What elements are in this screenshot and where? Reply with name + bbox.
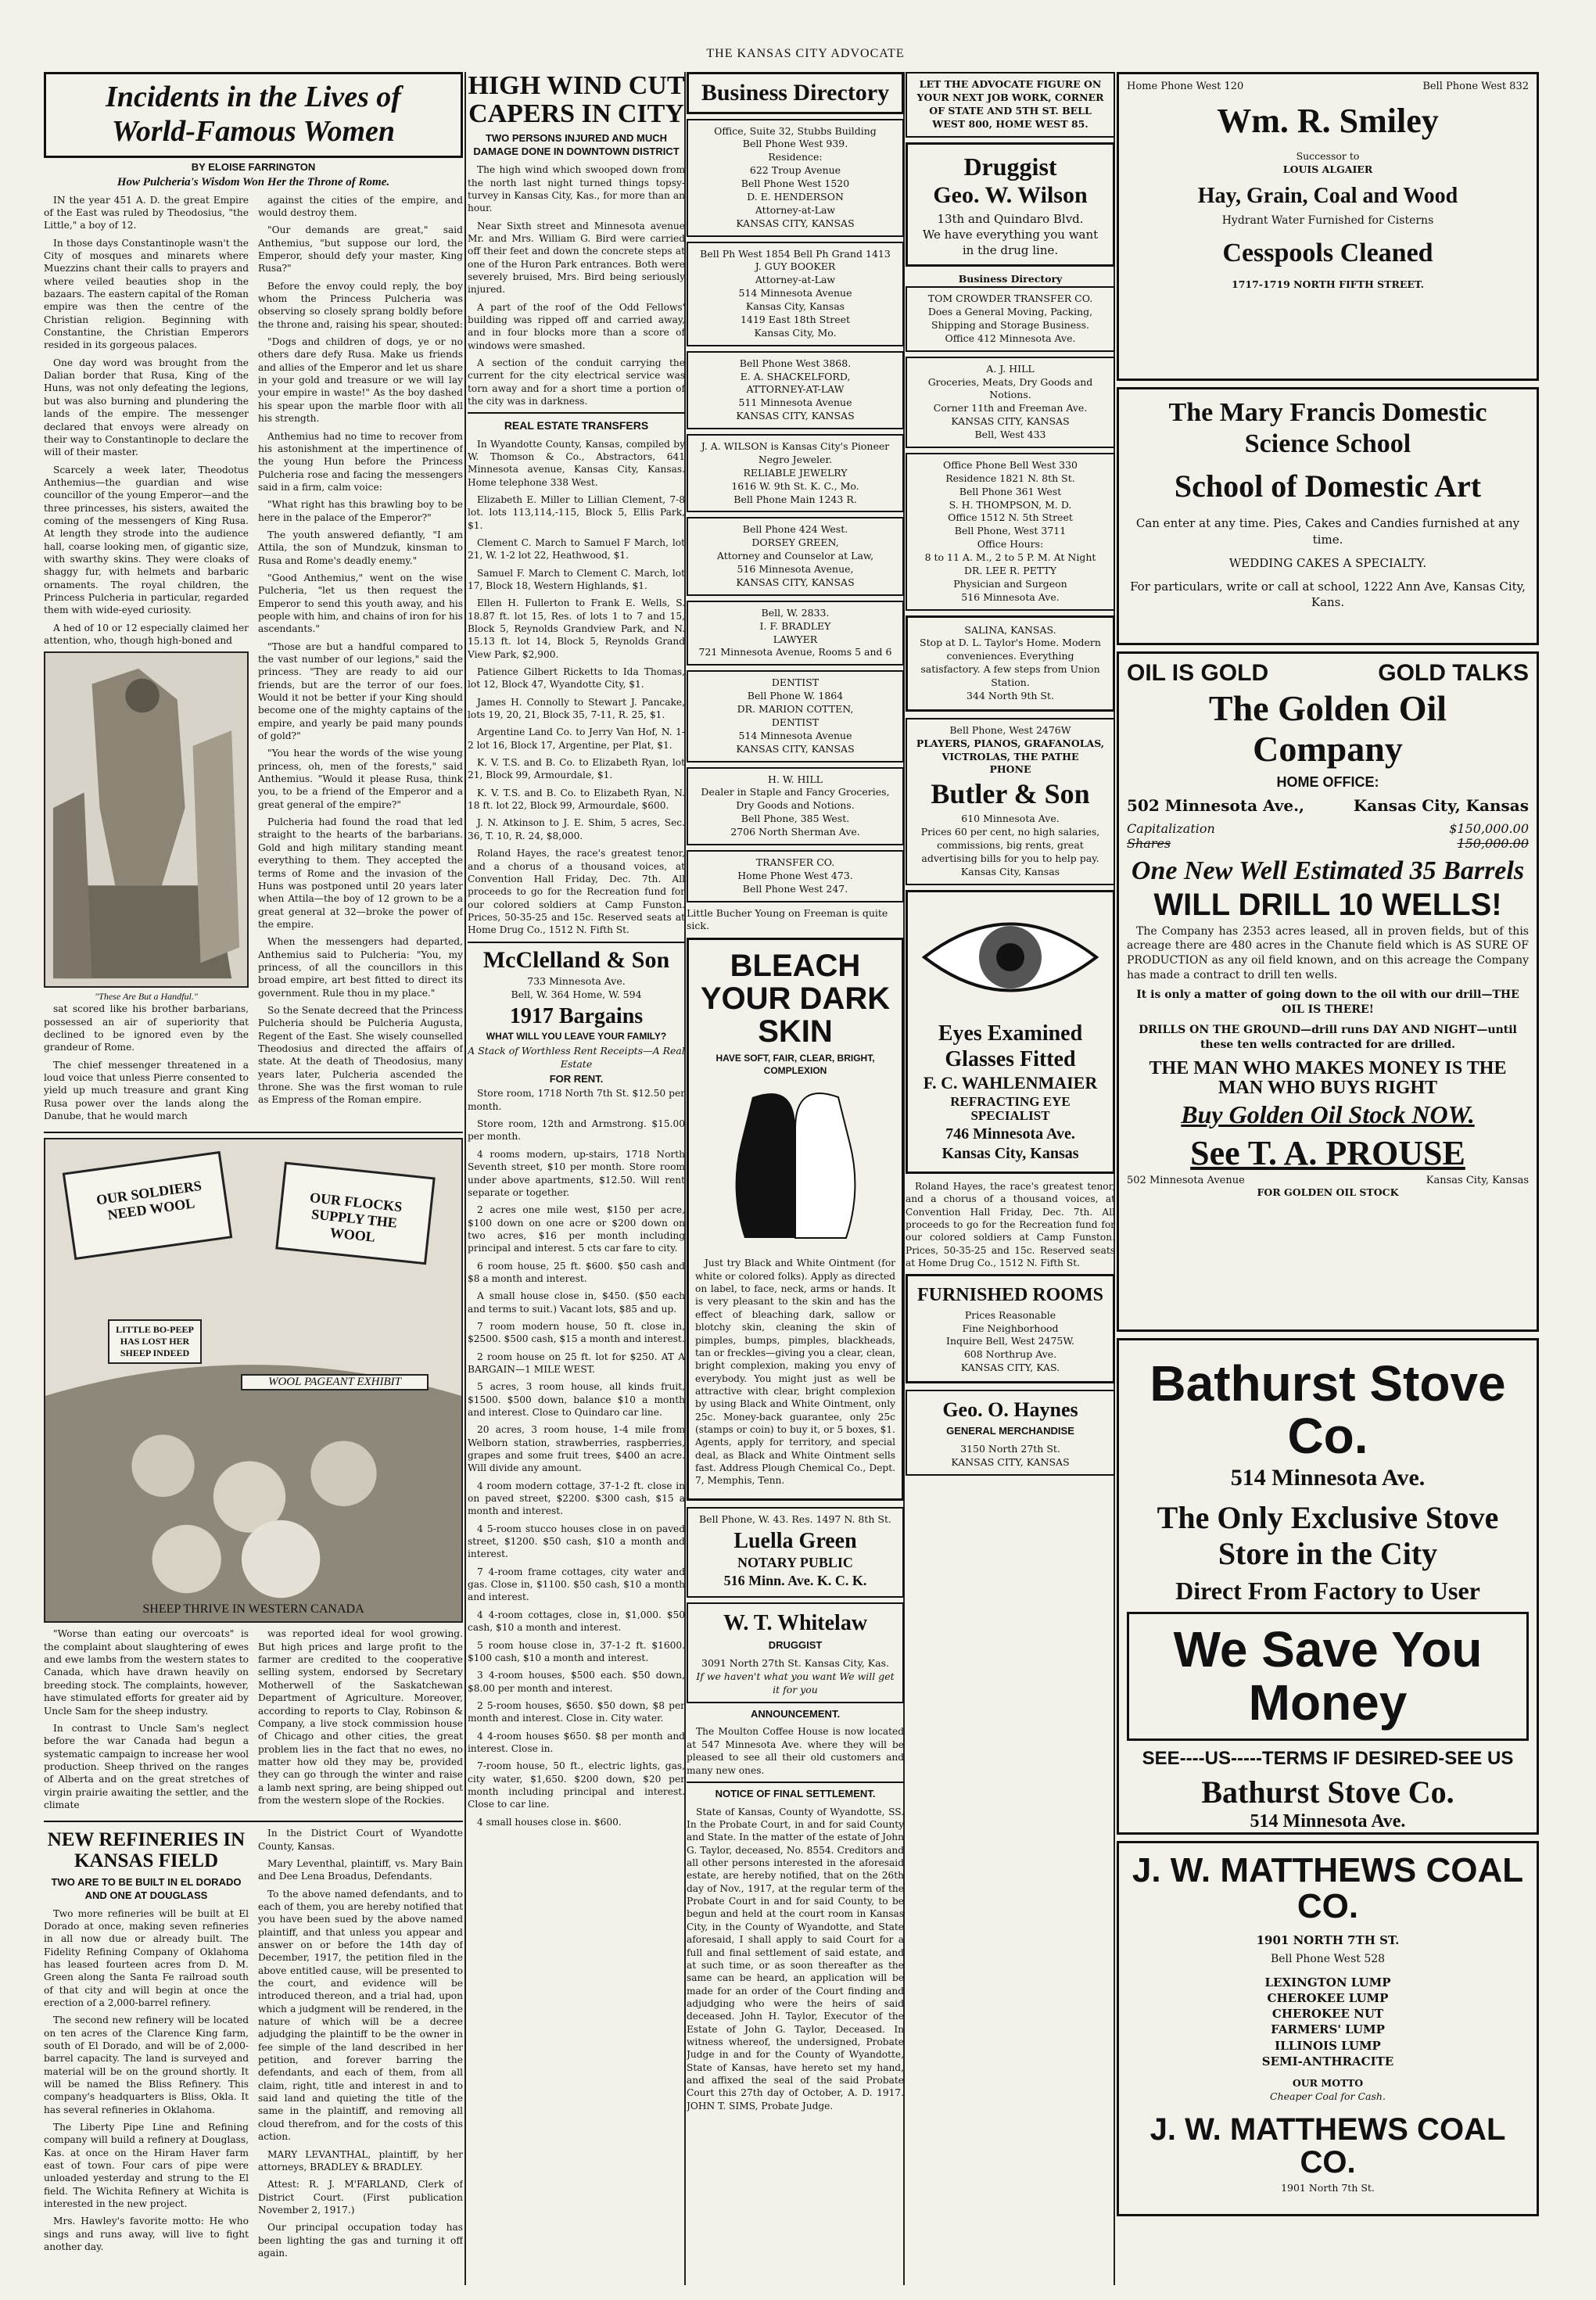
refineries-deck: TWO ARE TO BE BUILT IN EL DORADO AND ONE AT DOUGLASS [51, 1875, 242, 1901]
directory-card: A. J. HILL Groceries, Meats, Dry Goods and Notions. Corner 11th and Freeman Ave. KANSAS CITY, KANSAS Bell, West 433 [906, 357, 1115, 448]
mary-l1: The Mary Francis Domestic [1168, 398, 1487, 427]
directory-card: Bell Ph West 1854 Bell Ph Grand 1413 J. GUY BOOKER Attorney-at-Law 514 Minnesota Avenue Kansas City, Kansas 1419 East 18th Street Kansas City, Mo. [687, 242, 904, 346]
oil-p4: THE MAN WHO MAKES MONEY IS THE MAN WHO BUYS RIGHT [1149, 1058, 1507, 1099]
bleach-body: Just try Black and White Ointment (for white or colored folks). Apply as directed on label, to face, neck, arms or hands. It is very pleasant to the skin and has the effect of bleaching dark, sallow or blotchy skin, cleaning the skin of pimples, bumps, pimples, blackheads, tan or freckles—giving you a clear, clean, bright complexion, making you envy of everybody. You might just as well be attractive with clear, bright complexion by using Black and White Ointment, only 25c. Money-back guarantee, only 25c (stamps or coin) to buy it, or 5 boxes, $1. Agents, apply for territory, and special deal, as Black and White Ointment sells fast. Address Plough Chemical Co., Dept. 7, Memphis, Tenn. [695, 1258, 895, 1487]
listing-item: 7 4-room frame cottages, city water and gas. Close in, $1100. $50 cash, $10 a month and interest. [468, 1566, 685, 1603]
women-p2: In those days Constantinople wasn't the City of mosques and minarets where Muezzins chant their calls to prayers and where veiled beauties shop in the bazaars. The eastern capital of the Roman empire was then the centre of the Christian religion. Beginning with Constantine, the Christian Emperors resided in its gorgeous palaces. [44, 237, 249, 351]
column-rule [464, 72, 466, 2285]
eyes-l3: F. C. WAHLENMAIER [923, 1073, 1098, 1093]
legal-p6: Our principal occupation today has been lighting the gas and turning it off again. [258, 2222, 463, 2259]
mcclelland-tag2: A Stack of Worthless Rent Receipts—A Real Estate [468, 1044, 685, 1070]
illustration-women [44, 651, 249, 988]
divider [468, 942, 685, 943]
matthews-addr: 1901 NORTH 7TH ST. [1256, 1933, 1400, 1948]
directory-card: Office, Suite 32, Stubbs Building Bell Phone West 939. Residence: 622 Troup Avenue Bell Phone West 1520 D. E. HENDERSON Attorney-at-Law KANSAS CITY, KANSAS [687, 119, 904, 237]
directory-card: H. W. HILL Dealer in Staple and Fancy Groceries, Dry Goods and Notions. Bell Phone, 385 West. 2706 North Sherman Ave. [687, 767, 904, 845]
listing-item: 7 room modern house, 50 ft. close in, $2500. $500 cash, $15 a month and interest. [468, 1320, 685, 1345]
wool-article [44, 1138, 463, 1816]
real-estate-item: J. N. Atkinson to J. E. Shim, 5 acres, Sec. 36, T. 10, R. 24, $8,000. [468, 817, 685, 841]
women-title-1: Incidents in the Lives of [106, 81, 401, 113]
bathurst-terms: SEE----US-----TERMS IF DESIRED-SEE US [1142, 1747, 1514, 1769]
listing-item: 4 rooms modern, up-stairs, 1718 North Seventh street, $10 per month. Store room under above apartments, $12.50. Will rent separate or together. [468, 1148, 685, 1198]
matthews-name2: J. W. MATTHEWS COAL CO. [1149, 2112, 1506, 2180]
mcclelland-name: McClelland & Son [482, 946, 670, 973]
listing-item: 5 acres, 3 room house, all kinds fruit, $1500. $500 down, balance $10 a month and interest. Close to Quindaro car line. [468, 1381, 685, 1418]
column-4 [906, 72, 1115, 2285]
eye-icon [916, 899, 1105, 1016]
butler-text: Prices 60 per cent, no high salaries, commissions, big rents, great advertising bills for you to help pay. [920, 826, 1100, 864]
legal-p5: Attest: R. J. M'FARLAND, Clerk of District Court. (First publication November 2, 1917.) [258, 2179, 463, 2216]
mcclelland-tag: WHAT WILL YOU LEAVE YOUR FAMILY? [486, 1031, 667, 1042]
butler-name: Butler & Son [931, 778, 1090, 810]
wind-p3: A part of the roof of the Odd Fellows' building was ripped off and carried away, and in four blocks more than a score of windows were smashed. [468, 301, 685, 351]
butler-city: Kansas City, Kansas [960, 865, 1060, 877]
women-p5: A hed of 10 or 12 especially claimed her attention, who, though high-boned and [44, 622, 249, 647]
wilson-ad [906, 142, 1115, 267]
furnished-l4: 608 Northrup Ave. [963, 1348, 1057, 1361]
directory-note: Little Bucher Young on Freeman is quite sick. [687, 906, 888, 932]
oil-foot-row [1127, 1175, 1529, 1186]
matthews-motto-h: OUR MOTTO [1292, 2077, 1364, 2090]
real-estate-item: James H. Connolly to Stewart J. Pancake, lots 19, 20, 21, Block 35, 7-11, R. 25, $1. [468, 696, 685, 721]
mcclelland-forrent: FOR RENT. [549, 1072, 604, 1085]
smiley-line3: Cesspools Cleaned [1222, 239, 1433, 268]
eyes-l1: Eyes Examined [938, 1021, 1083, 1046]
banner-pageant: WOOL PAGEANT EXHIBIT [241, 1374, 429, 1390]
real-estate-item: K. V. T.S. and B. Co. to Elizabeth Ryan, lot 21, Block 99, Armourdale, $1. [468, 757, 685, 781]
women-p17: When the messengers had departed, Anthemius said to Pulcheria: "You, my princess, of all the councillors in this broad empire, art best fitted to direct its government. Rule thou in my place." [258, 936, 463, 999]
real-estate-list [468, 438, 685, 843]
matthews-ad [1117, 1841, 1539, 2216]
listing-item: Store room, 12th and Armstrong. $15.00 per month. [468, 1118, 685, 1143]
haynes-address: 3150 North 27th St. [960, 1443, 1060, 1455]
butler-line1: PLAYERS, PIANOS, GRAFANOLAS, VICTROLAS, THE PATHE [916, 737, 1105, 762]
refineries-p4: Mrs. Hawley's favorite motto: He who sings and runs away, will live to fight another day. [44, 2216, 249, 2253]
directory-card: J. A. WILSON is Kansas City's Pioneer Negro Jeweler. RELIABLE JEWELRY 1616 W. 9th St. K. C., Mo. Bell Phone Main 1243 R. [687, 434, 904, 512]
oil-shares [1127, 836, 1529, 851]
directory-card: Office Phone Bell West 330 Residence 1821 N. 8th St. Bell Phone 361 West S. H. THOMPSON, M. D. Office 1512 N. 5th Street Bell Phone, West 3711 Office Hours: 8 to 11 A. M., 2 to 5 P. M. At Night DR. LEE R. PETTY Physician and Surgeon 516 Minnesota Ave. [906, 453, 1115, 611]
oil-office: HOME OFFICE: [1276, 773, 1379, 790]
smiley-ad [1117, 72, 1539, 381]
women-p14: "Those are but a handful compared to the vast number of our legions," said the princess. "They are ready to aid our friends, but are the terror of our foes. Would it not be better if your King should become one of the mighty captains of the empire, and yearly be paid many pounds of gold?" [258, 640, 463, 742]
women-p1: IN the year 451 A. D. the great Empire of the East was ruled by Theodosius, "the Little," a boy of 12. [44, 194, 249, 231]
mary-l4: Can enter at any time. Pies, Cakes and Candies furnished at any time. [1135, 516, 1520, 547]
directory-card: Bell Phone 424 West. DORSEY GREEN, Attorney and Counselor at Law, 516 Minnesota Avenue, KANSAS CITY, KANSAS [687, 517, 904, 595]
legal-p4: MARY LEVANTHAL, plaintiff, by her attorneys, BRADLEY & BRADLEY. [258, 2148, 463, 2173]
wool-col-right [258, 1627, 463, 1816]
oil-sh-r: 150,000.00 [1457, 835, 1529, 851]
real-estate-item: Samuel F. March to Clement C. March, lot 17, Block 18, Western Highlands, $1. [468, 567, 685, 591]
directory-card: TRANSFER CO. Home Phone West 473. Bell Phone West 247. [687, 850, 904, 902]
women-p9: "Dogs and children of dogs, ye or no others dare defy Rusa. Make us friends and allies of the Emperor and let us share in your gold and treasure or we will lay your empire in waste!" As the boy dashed his spear upon the marble floor with all his strength. [258, 336, 463, 425]
women-p11: "What right has this brawling boy to be here in the palace of the Emperor?" [258, 499, 463, 523]
oil-foot-r: Kansas City, Kansas [1426, 1175, 1529, 1187]
bottom-left-articles [44, 1827, 463, 2264]
real-estate-item: Elizabeth E. Miller to Lillian Clement, 7-8 lot. lots 113,114,-115, Block 5, Ellis Park, $1. [468, 493, 685, 531]
oil-well: One New Well Estimated 35 Barrels [1131, 856, 1525, 885]
women-columns [44, 194, 463, 1128]
column-2 [468, 72, 685, 2285]
oil-address [1127, 796, 1529, 815]
butler-ad [906, 718, 1115, 885]
oil-name2: Company [1253, 729, 1403, 770]
legal-p1: In the District Court of Wyandotte County, Kansas. [258, 1828, 463, 1852]
divider [468, 412, 685, 414]
refineries-p3: The Liberty Pipe Line and Refining company will build a refinery at Douglass, Kas. at once on the Hiram Haver farm east of town. Four cars of pipe were unloaded yesterday and strung to the El field. The Wichita Refinery at Wichita is interested in the new project. [44, 2122, 249, 2210]
mcclelland-ad [468, 948, 685, 1828]
bleach-ad [687, 938, 904, 1500]
whitelaw-ad [687, 1602, 904, 1703]
women-title-2: World-Famous Women [111, 114, 396, 148]
wind-p4: A section of the conduit carrying the current for the city electrical service was torn away and for a short time a portion of the city was in darkness. [468, 357, 685, 407]
refineries-title: NEW REFINERIES IN KANSAS FIELD [47, 1829, 246, 1871]
women-p3: One day word was brought from the Dalian border that Rusa, King of the Huns, was not only defeating the legions, but was also burning and plundering the lands of the empire. The messenger declared that envoys were already on their way to Constantinople to declare the will of their master. [44, 357, 249, 458]
women-caption: "These Are But a Handful." [95, 991, 198, 1003]
women-p12: The youth answered defiantly, "I am Attila, the son of Mundzuk, kinsman to Rusa and Rome's deadly enemy." [258, 529, 463, 566]
smiley-name: Wm. R. Smiley [1217, 102, 1439, 140]
women-p7: "Our demands are great," said Anthemius, "but suppose our lord, the Emperor, should defy your master, King Rusa?" [258, 224, 463, 274]
wool-p3: was reported ideal for wool growing. But high prices and large profit to the farmer are credited to the cooperative selling system, endorsed by Secretary Motherwell of the Saskatchewan Department of Agriculture. Moreover, according to reports to Clay, Robinson & Company, a live stock commission house of Chicago and other cities, the great problem lies in the fact that no ewes, no matter how old they may be, provided they can go through the winter and raise a lamb next spring, are being shipped out from the western slope of the Rockies. [258, 1628, 463, 1806]
masthead: THE KANSAS CITY ADVOCATE [706, 47, 905, 60]
column-3 [687, 72, 904, 2285]
women-p16: Pulcheria had found the road that led straight to the hearts of the barbarians. Gold and high military standing meant everything to them. They accepted the terms of Rome and the invasion of the Huns was postponed until 20 years later when Attila—the boy of 12 grown to be a great general at 32—broke the power of the empire. [258, 816, 463, 930]
furnished-title: FURNISHED ROOMS [916, 1285, 1104, 1306]
butler-address: 610 Minnesota Ave. [961, 813, 1060, 825]
mary-l3: School of Domestic Art [1174, 468, 1482, 504]
wilson-line4: We have everything you want in the drug line. [922, 227, 1099, 258]
illustration-women-svg [45, 653, 247, 986]
refineries-p2: The second new refinery will be located on ten acres of the Clarence King farm, south of El Dorado, and will be of 2,000-barrel capacity. The land is surveyed and material will be on the ground shortly. It will be named the Bliss Refinery. This company's headquarters is Bliss, Okla. It has several refineries in Oklahoma. [44, 2015, 249, 2115]
divider [44, 1821, 463, 1822]
butler-line2: PHONE [989, 763, 1031, 776]
oil-cap-l: Capitalization [1127, 820, 1215, 836]
eyes-l4: REFRACTING EYE SPECIALIST [950, 1094, 1071, 1124]
oil-name1: The Golden Oil [1208, 688, 1447, 728]
oil-left: OIL IS GOLD [1127, 660, 1269, 686]
whitelaw-name: W. T. Whitelaw [723, 1610, 868, 1635]
luella-address: 516 Minn. Ave. K. C. K. [723, 1572, 867, 1588]
matthews-addr2: 1901 North 7th St. [1281, 2181, 1375, 2194]
smiley-addr: 1717-1719 NORTH FIFTH STREET. [1232, 278, 1424, 290]
legal-p3: To the above named defendants, and to each of them, you are hereby notified that you have been sued by the above named plaintiff, and that unless you appear and answer on or before the 14th day of December, 1917, the petition filed in the above entitled cause, will be presented to the court, and evidence will be introduced thereon, and a trial had, upon which a judgment will be rendered, in the nature of which will be a decree adjudging the plaintiff to be the owner in fee simple of the land described in her petition, and forever barring the defendants, and each of them, from all claim, right, title and interest in and to said land and quieting the title of the same in the plaintiff, and removing all cloud therefrom, and for the costs of this action. [258, 1888, 463, 2143]
eyes-l2: Glasses Fitted [945, 1046, 1076, 1071]
wilson-line3: 13th and Quindaro Blvd. [937, 211, 1084, 226]
whitelaw-title: DRUGGIST [768, 1639, 823, 1652]
oil-right: GOLD TALKS [1378, 660, 1529, 686]
oil-see: See T. A. PROUSE [1190, 1134, 1465, 1173]
bleach-title: BLEACH YOUR DARK SKIN [700, 949, 891, 1050]
real-estate-item: Ellen H. Fullerton to Frank E. Wells, S. 18.87 ft. lot 15, Res. of lots 1 to 7 and 15, Block 5, Reynolds Grandview Park, and N. 15.13 ft. lot 14, Block 5, Reynolds Grand View Park, $2,900. [468, 597, 685, 660]
advocate-job-ad: LET THE ADVOCATE FIGURE ON YOUR NEXT JOB WORK, CORNER OF STATE AND 5TH ST. BELL WEST 800, HOME WEST 85. [906, 72, 1115, 138]
sign-soldiers: OUR SOLDIERS NEED WOOL [95, 1178, 203, 1224]
luella-phones: Bell Phone, W. 43. Res. 1497 N. 8th St. [699, 1512, 891, 1525]
coal-item: LEXINGTON LUMP [1264, 1975, 1391, 1990]
matthews-name: J. W. MATTHEWS COAL CO. [1132, 1851, 1524, 1926]
bathurst-l1: The Only Exclusive Stove [1157, 1499, 1499, 1535]
mcclelland-list [468, 1087, 685, 1828]
wool-p1: "Worse than eating our overcoats" is the complaint about slaughtering of ewes and ewe lambs from the western states to Canada, which have drawn heavily on breeding stock. The complaints, however, have stimulated efforts for greater aid by Uncle Sam for the sheep industry. [44, 1628, 249, 1717]
bathurst-addr: 514 Minnesota Ave. [1230, 1465, 1426, 1491]
face-profile-icon [695, 1082, 895, 1254]
wind-p2: Near Sixth street and Minnesota avenue Mr. and Mrs. William G. Bird were carried off their feet and down the concrete steps at one of the Huron Park entrances. Both were severely bruised, Mrs. Bird being seriously injured. [468, 220, 685, 296]
haynes-title: GENERAL MERCHANDISE [946, 1425, 1074, 1437]
eyes-l5: 746 Minnesota Ave. [945, 1125, 1075, 1143]
listing-item: 3 4-room houses, $500 each. $50 down, $8.00 per month and interest. [468, 1670, 685, 1694]
coal-item: FARMERS' LUMP [1271, 2022, 1385, 2037]
listing-item: 2 acres one mile west, $150 per acre, $100 down on one acre or $200 down on two acres, $16 per month including principal and interest. 5 cts car fare to city. [468, 1204, 685, 1254]
smiley-succ: Successor to [1296, 150, 1360, 163]
listing-item: 2 room house on 25 ft. lot for $250. AT A BARGAIN—1 MILE WEST. [468, 1351, 685, 1375]
announcement-body: The Moulton Coffee House is now located at 547 Minnesota Ave. where they will be pleased to see all their old customers and many new ones. [687, 1726, 904, 1776]
women-article [44, 72, 463, 1127]
sign-flocks: OUR FLOCKS SUPPLY THE WOOL [309, 1189, 403, 1246]
listing-item: A small house close in, $450. ($50 each and terms to suit.) Vacant lots, $85 and up. [468, 1290, 685, 1315]
hayes-notice: Roland Hayes, the race's greatest tenor, and a chorus of a thousand voices, at Convention Hall Friday, Dec. 7th. All proceeds to go for the Recreation fund for our colored soldiers at Camp Funston. Prices, 50-35-25 and 15c. Reserved seats at Home Drug Co., 1512 N. Fifth St. [468, 848, 685, 936]
announcement-heading: ANNOUNCEMENT. [750, 1707, 841, 1720]
matthews-items [1127, 1975, 1529, 2070]
illustration-wool-pageant [44, 1138, 463, 1623]
smiley-bell-phone: Bell Phone West 832 [1422, 81, 1529, 92]
hayes-notice-2: Roland Hayes, the race's greatest tenor, and a chorus of a thousand voices, at Convention Hall Friday, Dec. 7th. All proceeds to go for the Recreation fund for our colored soldiers at Camp Funston. Prices, 50-35-25 and 15c. Reserved seats at Home Drug Co., 1512 N. Fifth St. [906, 1181, 1115, 1269]
listing-item: Store room, 1718 North 7th St. $12.50 per month. [468, 1088, 685, 1112]
directory2-cards [906, 286, 1115, 610]
mary-francis-ad [1117, 387, 1539, 645]
wool-p2: In contrast to Uncle Sam's neglect before the war Canada had begun a systematic campaign to increase her wool production. Sheep thrived on the ranges of Alberta and on the great stretches of virgin prairie awaiting the settler, and the climate [44, 1722, 249, 1810]
coal-item: SEMI-ANTHRACITE [1261, 2054, 1394, 2069]
directory-card: TOM CROWDER TRANSFER CO. Does a General Moving, Packing, Shipping and Storage Business. Office 412 Minnesota Ave. [906, 286, 1115, 352]
women-p19: sat scored like his brother barbarians, possessed an air of superiority that declined to be ignored even by the grandeur of Rome. [44, 1003, 249, 1053]
women-p15: "You hear the words of the wise young princess, oh, men of the forests," said Anthemius. "Would it please Rusa, think you, to be a friend of the Emperor and a great general of the empire?" [258, 748, 463, 810]
oil-addr-l: 502 Minnesota Ave., [1127, 795, 1304, 815]
whitelaw-address: 3091 North 27th St. Kansas City, Kas. [701, 1656, 889, 1669]
luella-title: NOTARY PUBLIC [737, 1554, 853, 1570]
whitelaw-line: If we haven't what you want We will get it for you [696, 1670, 895, 1695]
golden-oil-ad [1117, 651, 1539, 1332]
bathurst-l3: Direct From Factory to User [1175, 1576, 1480, 1605]
women-subtitle: How Pulcheria's Wisdom Won Her the Throne of Rome. [117, 175, 390, 188]
divider [44, 1132, 463, 1133]
legal-notice [258, 1827, 463, 2264]
column-1 [44, 72, 463, 2285]
listing-item: 20 acres, 3 room house, 1-4 mile from Welborn station, strawberries, raspberries, grapes and some fruit trees, $400 an acre. Will divide any amount. [468, 1424, 685, 1474]
oil-p2: It is only a matter of going down to the oil with our drill—THE OIL IS THERE! [1136, 988, 1519, 1016]
directory-heading-box [687, 72, 904, 114]
bathurst-l2: Store in the City [1218, 1535, 1438, 1571]
oil-p1: The Company has 2353 acres leased, all in proven fields, but of this acreage there are 480 acres in the Chanute field which is AS SURE OF PRODUCTION as any oil field known, and on this acreage the Company has made a contract to drill ten wells. [1127, 924, 1529, 981]
eyes-ad [906, 890, 1115, 1175]
mcclelland-address: 733 Minnesota Ave. [527, 975, 626, 988]
furnished-l3: Inquire Bell, West 2475W. [946, 1335, 1074, 1347]
women-col-right [258, 194, 463, 1128]
settlement-body: State of Kansas, County of Wyandotte, SS. In the Probate Court, in and for said County and State. In the matter of the estate of John G. Taylor, deceased, No. 8554. Creditors and all other persons interested in the aforesaid estate, are hereby notified, that on the 26th day of Nov., 1917, at the regular term of the Probate Court in and for said County, to be begun and held at the court room in Kansas City, in the County of Wyandotte, and State aforesaid, I shall apply to said Court for a full and final settlement of said estate, and at such time, or as soon thereafter as the same can be heard, an application will be made for an order of the Court finding and adjudging who were the heirs of said deceased. John H. Taylor, Executor of the Estate of John G. Taylor, Deceased. In witness whereof, the undersigned, Probate Judge in and for the County of Wyandotte, State of Kansas, have hereto set my hand, and affixed the seal of the said Probate Court this 27th day of October, A. D. 1917. JOHN T. SIMS, Probate Judge. [687, 1806, 904, 2112]
refineries-article [44, 1827, 249, 2264]
bathurst-name: Bathurst Stove Co. [1149, 1355, 1506, 1465]
haynes-name: Geo. O. Haynes [942, 1398, 1078, 1422]
oil-drill: WILL DRILL 10 WELLS! [1153, 887, 1502, 922]
real-estate-item: Patience Gilbert Ricketts to Ida Thomas, lot 12, Block 47, Wyandotte City, $1. [468, 666, 685, 691]
directory-heading: Business Directory [701, 80, 890, 106]
oil-foot-l: 502 Minnesota Avenue [1127, 1175, 1245, 1187]
wool-columns [44, 1627, 463, 1816]
directory-card: DENTIST Bell Phone W. 1864 DR. MARION COTTEN, DENTIST 514 Minnesota Avenue KANSAS CITY, KANSAS [687, 670, 904, 762]
oil-foot: FOR GOLDEN OIL STOCK [1257, 1186, 1399, 1199]
oil-addr-r: Kansas City, Kansas [1353, 795, 1529, 815]
bleach-sub: HAVE SOFT, FAIR, CLEAR, BRIGHT, COMPLEXION [716, 1053, 875, 1076]
bathurst-save: We Save You Money [1173, 1621, 1483, 1731]
listing-item: 4 room modern cottage, 37-1-2 ft. close in on paved street, $2200. $300 cash, $15 a month and interest. [468, 1480, 685, 1517]
furnished-ad [906, 1274, 1115, 1383]
women-p8: Before the envoy could reply, the boy whom the Princess Pulcheria was observing so closely sprang boldly before the throne and, raising his spear, shouted: [258, 280, 463, 330]
haynes-ad [906, 1390, 1115, 1476]
wind-deck: TWO PERSONS INJURED AND MUCH DAMAGE DONE IN DOWNTOWN DISTRICT [473, 132, 680, 158]
listing-item: 5 room house close in, 37-1-2 ft. $1600. $100 cash, $10 a month and interest. [468, 1639, 685, 1663]
settlement-notice [687, 1788, 904, 2112]
women-byline: BY ELOISE FARRINGTON [191, 160, 316, 173]
listing-item: 4 5-room stucco houses close in on paved street, $1200. $50 cash, $10 a month and interest. [468, 1523, 685, 1560]
directory-cards [687, 119, 904, 934]
oil-header [1127, 660, 1529, 687]
wilson-line1: Druggist [963, 152, 1057, 181]
women-p20: The chief messenger threatened in a loud voice that unless Pierre consented to yield up much treasure and grant King Rusa power over the lands along the Danube, that he would march [44, 1059, 249, 1122]
oil-sh-l: Shares [1127, 835, 1171, 851]
listing-item: 4 4-room cottages, close in, $1,000. $50 cash, $10 a month and interest. [468, 1609, 685, 1634]
smiley-prev: LOUIS ALGAIER [1282, 163, 1373, 176]
smiley-phones [1127, 81, 1529, 92]
coal-item: CHEROKEE LUMP [1267, 1990, 1389, 2005]
announcement [687, 1708, 904, 1777]
listing-item: 2 5-room houses, $650. $50 down, $8 per month and interest. Close in. City water. [468, 1699, 685, 1724]
listing-item: 6 room house, 25 ft. $600. $50 cash and $8 a month and interest. [468, 1260, 685, 1284]
bathurst-addr2: 514 Minnesota Ave. [1250, 1811, 1406, 1832]
directory-card: Bell, W. 2833. I. F. BRADLEY LAWYER 721 Minnesota Avenue, Rooms 5 and 6 [687, 601, 904, 666]
mary-l5: WEDDING CAKES A SPECIALTY. [1228, 555, 1427, 570]
women-p18: So the Senate decreed that the Princess Pulcheria should be Pulcheria Augusta, Regent of the East. She wisely counselled Theodosius and directed the affairs of state. At the death of Theodosius, many years later, Pulcheria ascended the throne. She was the first woman to rule as Empress of the Roman empire. [258, 1004, 463, 1106]
eyes-l6: Kansas City, Kansas [941, 1145, 1079, 1163]
settlement-heading: NOTICE OF FINAL SETTLEMENT. [715, 1787, 876, 1799]
matthews-motto: Cheaper Coal for Cash. [1270, 2090, 1386, 2102]
luella-ad [687, 1507, 904, 1598]
wool-col-left [44, 1627, 249, 1816]
directory-card: Bell Phone West 3868. E. A. SHACKELFORD, ATTORNEY-AT-LAW 511 Minnesota Avenue KANSAS CITY, KANSAS [687, 351, 904, 429]
column-5 [1117, 72, 1539, 2285]
refineries-p1: Two more refineries will be built at El Dorado at once, making seven refineries in all now due or already built. The Fidelity Refining Company of Oklahoma has leased fourteen acres from D. M. Green along the Santa Fe railroad south of that city and will begin at once the erection of a 2,000-barrel refinery. [44, 1907, 249, 2008]
listing-item: 4 small houses close in. $600. [477, 1816, 622, 1828]
divider [687, 1782, 904, 1783]
mcclelland-phones: Bell, W. 364 Home, W. 594 [511, 988, 642, 1000]
women-p4: Scarcely a week later, Theodotus Anthemius—the guardian and wise councillor of the young Emperor—and the three princesses, his sisters, awaited the coming of the messengers of King Rusa. At length they strode into the audience hall, coarse looking men, of gigantic size, with swarthy skins. They were cloaks of shaggy fur, with helmets and barbaric ornaments. The royal children, the Princess Pulcheria in particular, regarded them with wide-eyed curiosity. [44, 464, 249, 616]
women-p13: "Good Anthemius," went on the wise Pulcheria, "let us then request the Emperor to send this youth away, and his people with him, and chains of iron for his ascendants." [258, 572, 463, 635]
coal-item: CHEROKEE NUT [1271, 2007, 1384, 2022]
furnished-l5: KANSAS CITY, KAS. [960, 1362, 1060, 1374]
oil-cap-r: $150,000.00 [1449, 820, 1529, 836]
matthews-phone: Bell Phone West 528 [1270, 1952, 1386, 1965]
luella-name: Luella Green [733, 1528, 857, 1553]
coal-item: ILLINOIS LUMP [1275, 2038, 1381, 2053]
wind-p1: The high wind which swooped down from the north last night turned things topsy-turvey in Kansas City, Kas., for more than an hour. [468, 164, 685, 214]
haynes-city: KANSAS CITY, KANSAS [951, 1456, 1070, 1469]
legal-p2: Mary Leventhal, plaintiff, vs. Mary Bain and Dee Lena Broadus, Defendants. [258, 1857, 463, 1882]
wind-title: HIGH WIND CUT CAPERS IN CITY [468, 72, 685, 128]
bathurst-ad [1117, 1338, 1539, 1835]
women-p6: against the cities of the empire, and would destroy them. [258, 194, 463, 219]
wool-caption: SHEEP THRIVE IN WESTERN CANADA [142, 1602, 364, 1616]
mary-l2: Science School [1244, 429, 1411, 458]
smiley-home-phone: Home Phone West 120 [1127, 81, 1244, 92]
oil-p5: Buy Golden Oil Stock NOW. [1181, 1100, 1475, 1128]
directory2-heading: Business Directory [958, 273, 1063, 285]
smiley-line2: Hydrant Water Furnished for Cisterns [1221, 214, 1434, 228]
real-estate-item: Clement C. March to Samuel F March, lot 21, W. 1-2 lot 22, Heathwood, $1. [468, 536, 685, 562]
mary-l6: For particulars, write or call at school, 1222 Ann Ave, Kansas City, Kans. [1130, 579, 1526, 610]
real-estate-item: In Wyandotte County, Kansas, compiled by W. Thomson & Co., Abstractors, 641 Minnesota avenue, Kansas City, Kansas. Home telephone 338 West. [468, 438, 685, 488]
bathurst-name2: Bathurst Stove Co. [1201, 1774, 1454, 1810]
real-estate-item: Argentine Land Co. to Jerry Van Hof, N. 1-2 lot 16, Block 17, Argentine, per Plat, $1. [468, 727, 685, 751]
real-estate-heading: REAL ESTATE TRANSFERS [504, 419, 649, 432]
listing-item: 4 4-room houses $650. $8 per month and interest. Close in. [468, 1730, 685, 1754]
women-title-box [44, 72, 463, 158]
furnished-l1: Prices Reasonable [964, 1308, 1056, 1321]
oil-cap [1127, 821, 1529, 836]
salina-ad: SALINA, KANSAS. Stop at D. L. Taylor's Home. Modern conveniences. Everything satisfactory. A few steps from Union Station. 344 North 9th St. [906, 615, 1115, 712]
real-estate-item: K. V. T.S. and B. Co. to Elizabeth Ryan, N. 18 ft. lot 22, Block 99, Armourdale, $600. [468, 787, 685, 812]
wilson-line2: Geo. W. Wilson [933, 182, 1088, 209]
women-col-left [44, 194, 249, 1128]
sign-bo-peep: LITTLE BO-PEEP HAS LOST HER SHEEP INDEED [108, 1319, 202, 1364]
save-money-box [1127, 1612, 1529, 1740]
women-p10: Anthemius had no time to recover from his astonishment at the impertinence of the young Hun before the Princess Pulcheria rose and facing the messengers said in a firm, calm voice: [258, 430, 463, 493]
listing-item: 7-room house, 50 ft., electric lights, gas, city water, $1,650. $200 down, $20 per month including principal and interest. Close to car line. [468, 1760, 685, 1810]
oil-p3: DRILLS ON THE GROUND—drill runs DAY AND NIGHT—until these ten wells contracted for are drilled. [1139, 1024, 1517, 1052]
mcclelland-bargains: 1917 Bargains [509, 1003, 644, 1028]
furnished-l2: Fine Neighborhood [962, 1322, 1059, 1334]
butler-phone: Bell Phone, West 2476W [949, 723, 1071, 736]
smiley-line1: Hay, Grain, Coal and Wood [1197, 183, 1458, 208]
